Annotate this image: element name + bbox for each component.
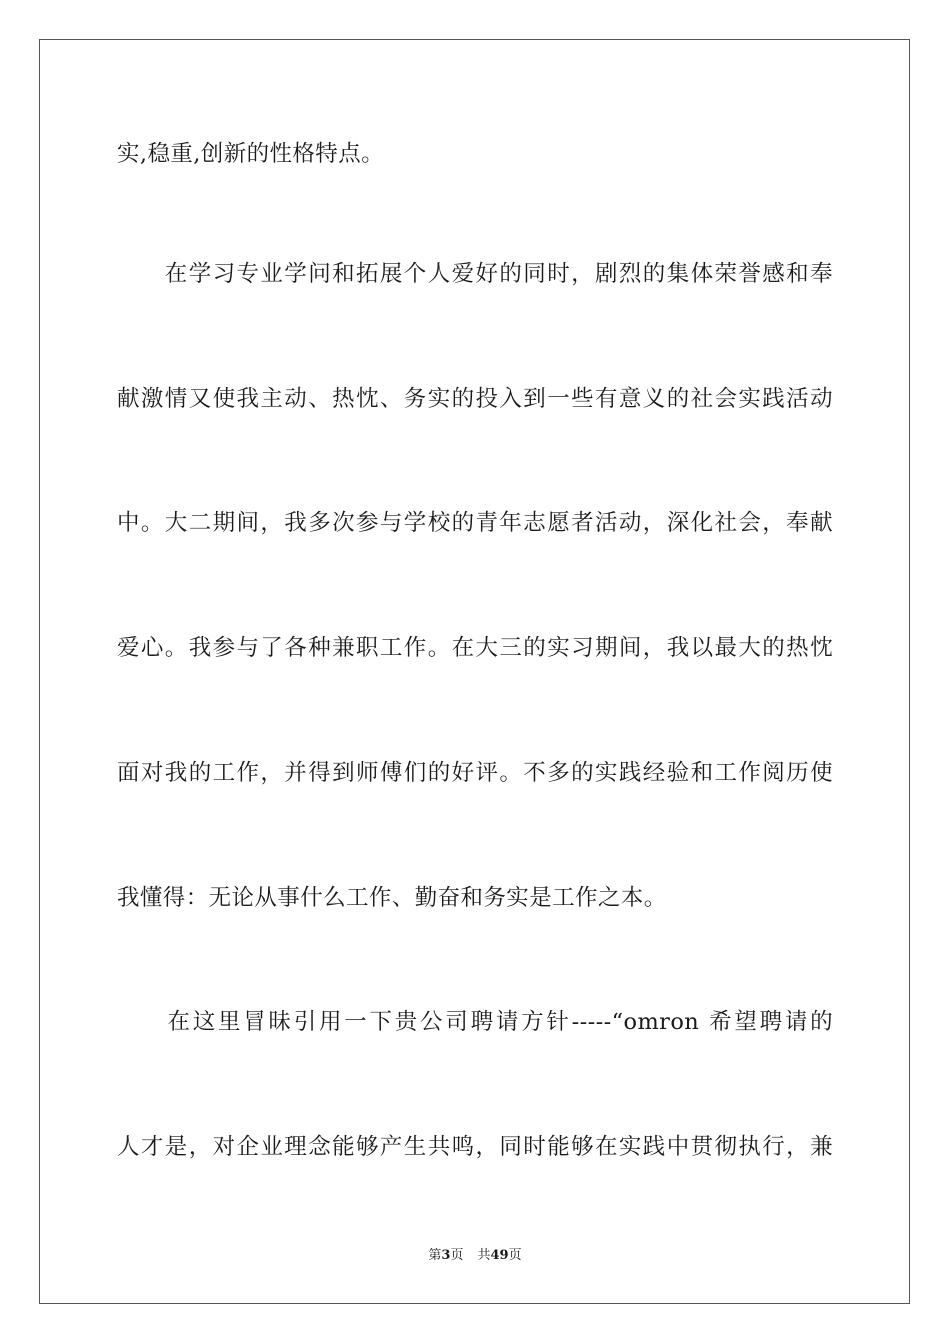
text-line-9: 人才是，对企业理念能够产生共鸣，同时能够在实践中贯彻执行，兼: [117, 1134, 833, 1160]
footer-page-suffix: 页: [450, 1248, 464, 1263]
text-line-3: 献激情又使我主动、热忱、务实的投入到一些有意义的社会实践活动: [117, 386, 833, 412]
footer-page-number: 3: [441, 1248, 451, 1263]
page-footer: [0, 1247, 950, 1265]
footer-page-prefix: 第: [428, 1248, 442, 1263]
text-line-6: 面对我的工作，并得到师傅们的好评。不多的实践经验和工作阅历使: [117, 760, 833, 786]
footer-total-pages: 49: [490, 1248, 509, 1263]
text-line-2: 在学习专业学问和拓展个人爱好的同时，剧烈的集体荣誉感和奉: [117, 261, 833, 287]
footer-total-suffix: 页: [508, 1248, 522, 1263]
text-line-1: 实,稳重,创新的性格特点。: [117, 141, 385, 167]
page-border: [39, 39, 910, 1304]
text-line-4: 中。大二期间，我多次参与学校的青年志愿者活动，深化社会，奉献: [117, 510, 833, 536]
text-line-5: 爱心。我参与了各种兼职工作。在大三的实习期间，我以最大的热忱: [117, 635, 833, 661]
footer-total-prefix: 共: [477, 1248, 491, 1263]
text-line-7: 我懂得：无论从事什么工作、勤奋和务实是工作之本。: [117, 885, 667, 911]
text-line-8: 在这里冒昧引用一下贵公司聘请方针-----“omron 希望聘请的: [117, 1009, 833, 1035]
